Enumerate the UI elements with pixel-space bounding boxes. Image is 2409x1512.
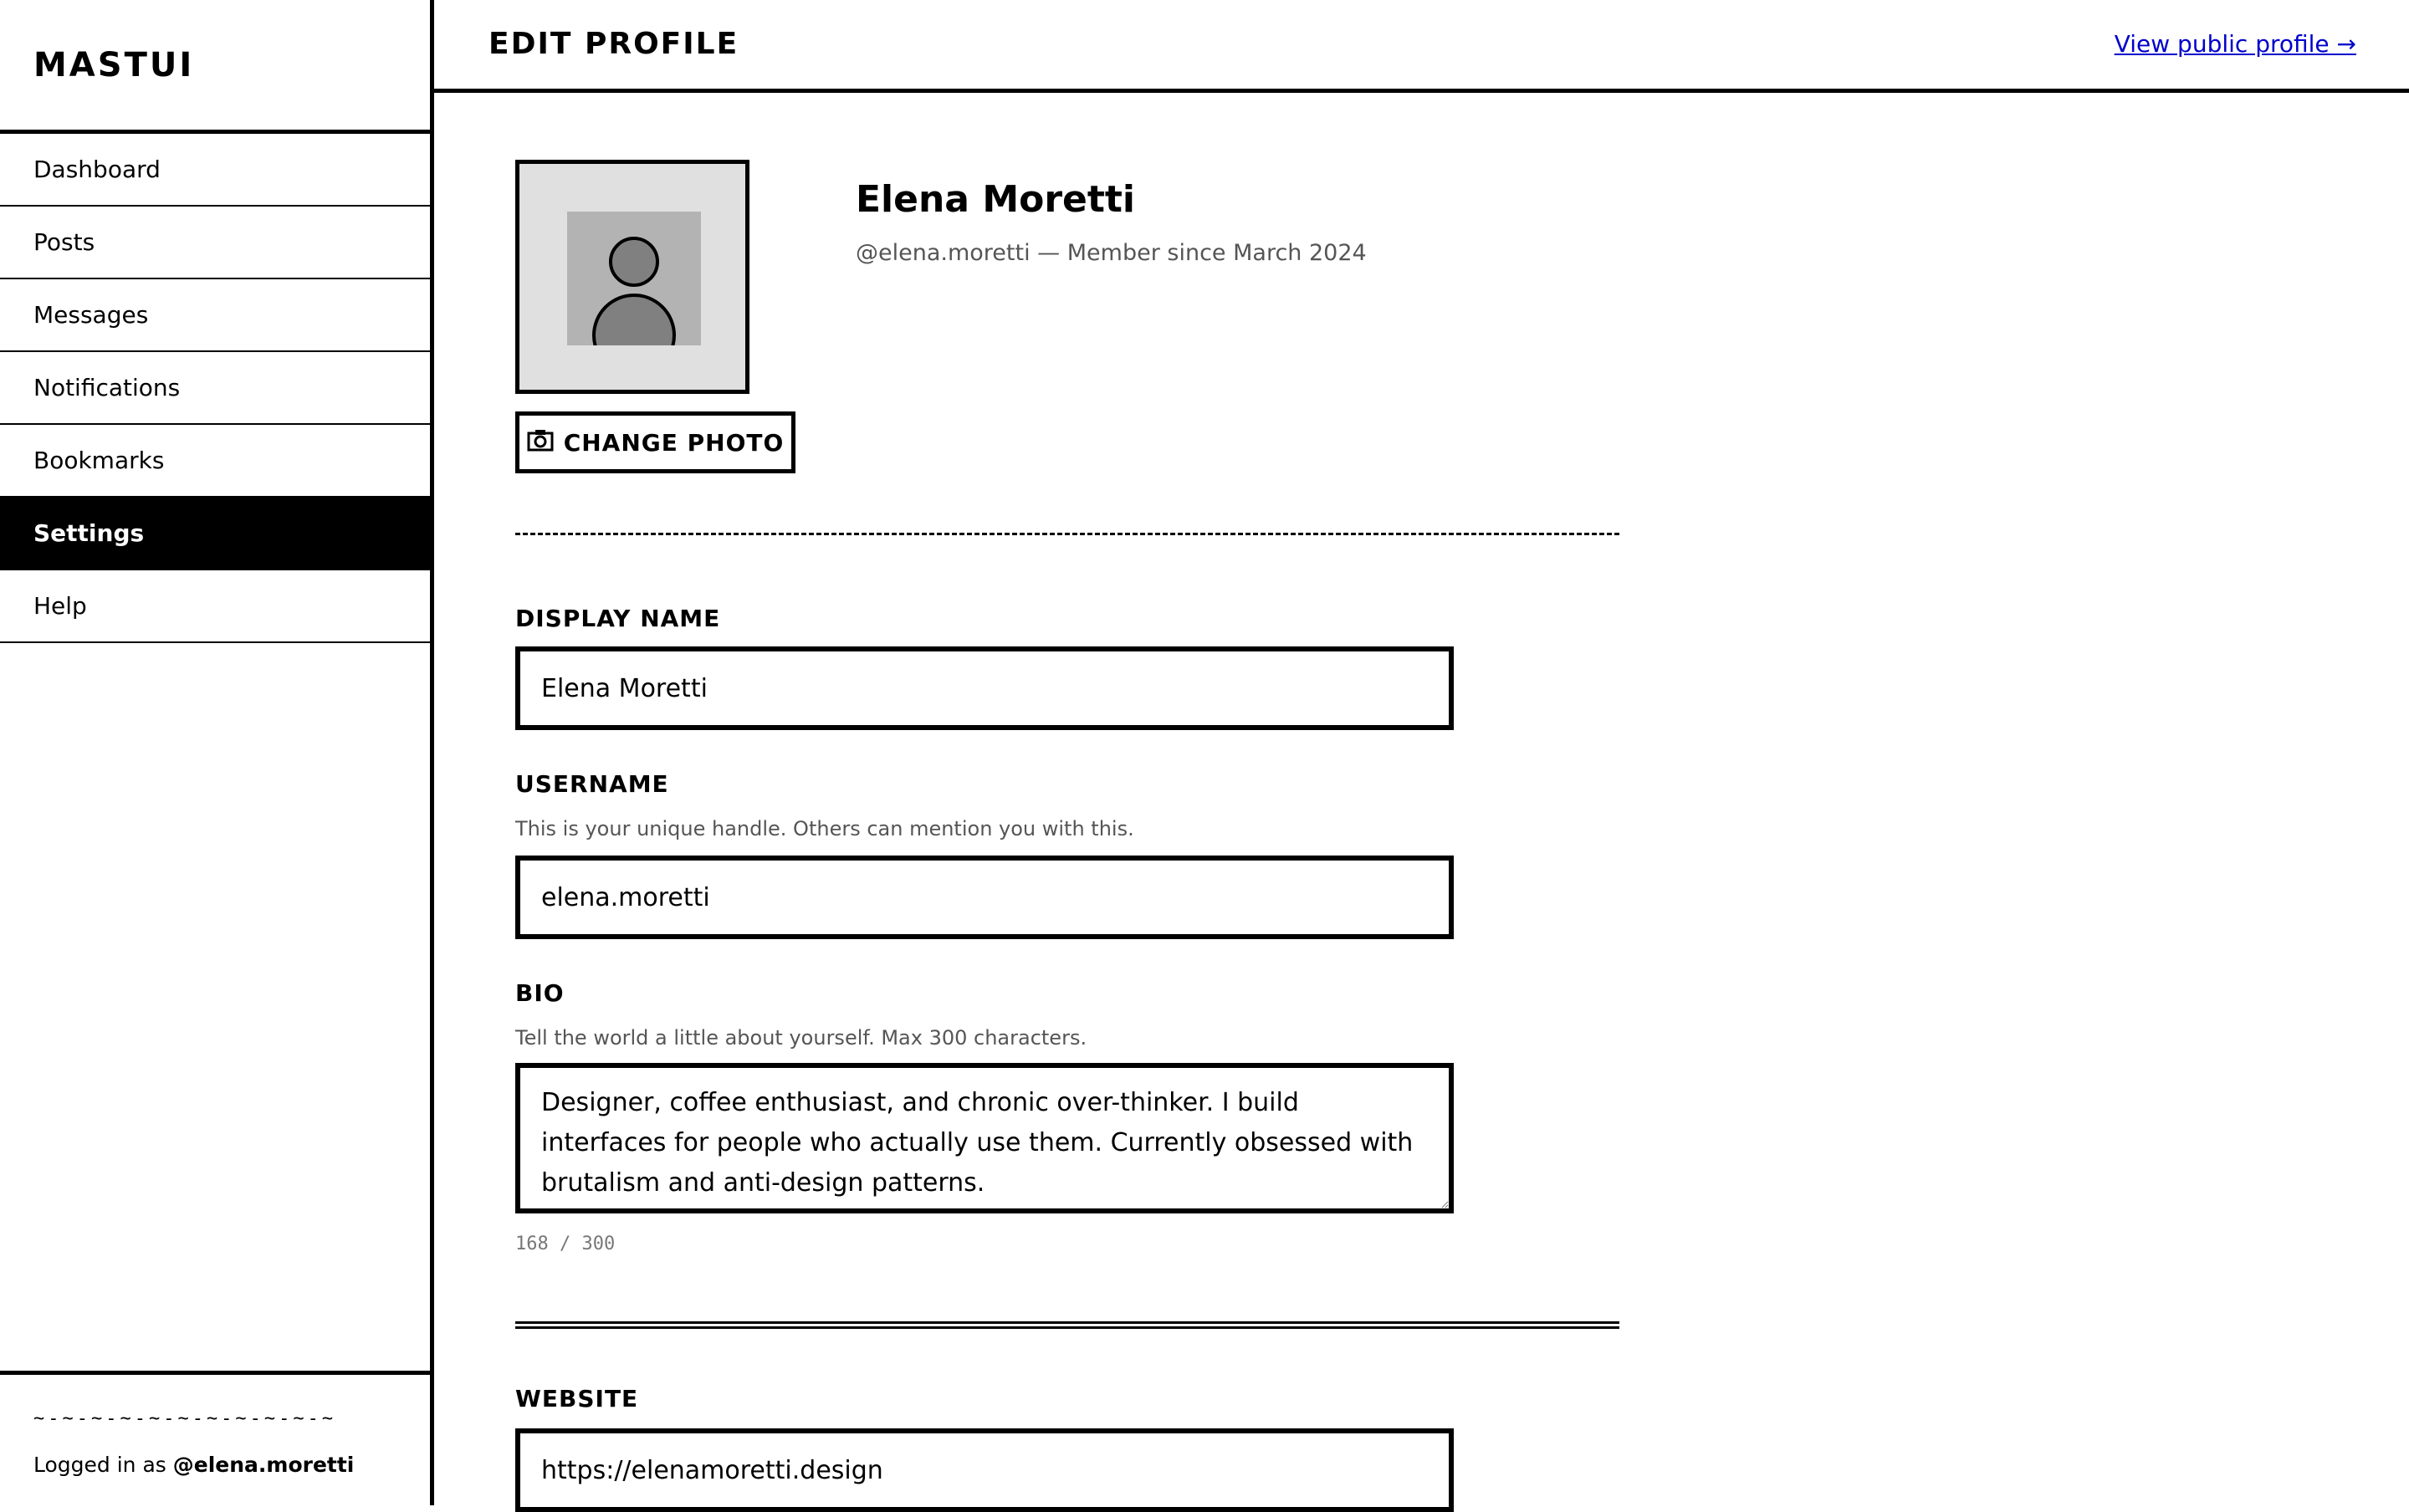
website-input[interactable]: [515, 1428, 1454, 1512]
logged-in-status: [33, 1453, 430, 1477]
sidebar-footer: [0, 1371, 430, 1505]
page-title: EDIT PROFILE: [488, 27, 739, 61]
sidebar-nav: [0, 134, 430, 643]
view-public-profile-link[interactable]: View public profile →: [2114, 30, 2356, 58]
brand-logo[interactable]: MASTUI: [0, 0, 430, 134]
website-label: WEBSITE: [515, 1385, 639, 1412]
bio-hint: Tell the world a little about yourself. Max 300 characters.: [515, 1026, 1087, 1050]
sidebar-item-settings[interactable]: Settings: [0, 498, 430, 570]
profile-name: Elena Moretti: [856, 178, 1136, 221]
sidebar: [0, 0, 434, 1505]
bio-label: BIO: [515, 979, 565, 1007]
sidebar-item-notifications[interactable]: Notifications: [0, 352, 430, 425]
sidebar-item-posts[interactable]: Posts: [0, 207, 430, 279]
display-name-label: DISPLAY NAME: [515, 605, 721, 632]
top-bar: [434, 0, 2409, 93]
avatar: [515, 160, 749, 394]
user-silhouette-icon: [567, 212, 701, 345]
section-divider-double: [515, 1321, 1619, 1329]
sidebar-item-messages[interactable]: Messages: [0, 279, 430, 352]
profile-meta: @elena.moretti — Member since March 2024: [856, 240, 1367, 266]
sidebar-item-dashboard[interactable]: Dashboard: [0, 134, 430, 207]
section-divider: [515, 533, 1619, 535]
change-photo-label: CHANGE PHOTO: [563, 428, 785, 457]
username-input[interactable]: [515, 856, 1454, 939]
change-photo-button[interactable]: [515, 411, 795, 473]
camera-icon: [527, 428, 554, 457]
bio-textarea[interactable]: [515, 1063, 1454, 1213]
username-hint: This is your unique handle. Others can mention you with this.: [515, 817, 1134, 840]
logged-in-user: @elena.moretti: [172, 1453, 355, 1477]
sidebar-item-help[interactable]: Help: [0, 570, 430, 643]
footer-divider: ~-~-~-~-~-~-~-~-~-~-~: [33, 1408, 337, 1429]
sidebar-item-bookmarks[interactable]: Bookmarks: [0, 425, 430, 498]
display-name-input[interactable]: [515, 646, 1454, 730]
logged-in-prefix: Logged in as: [33, 1453, 173, 1477]
edit-profile-form: [434, 93, 2409, 1505]
bio-character-counter: 168 / 300: [515, 1234, 616, 1254]
username-label: USERNAME: [515, 770, 669, 798]
